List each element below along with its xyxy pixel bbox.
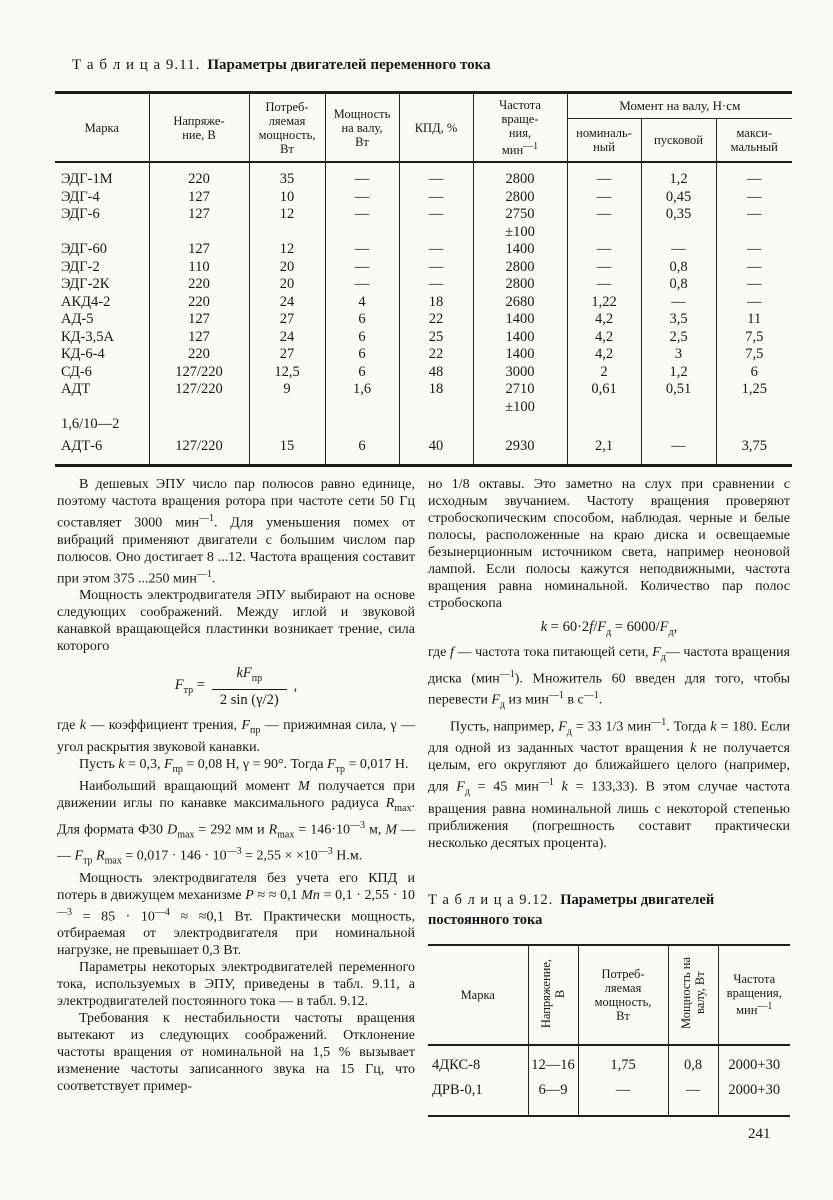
cell-value: 6 bbox=[325, 434, 399, 466]
paragraph: Мощность электродвигателя без учета его КПД и потерь в движущем механизме Р ≈ ≈ 0,1 Мn = $0,1 \cdot 2,55 \cdot 10^{—3} = 85 \cdot 10^{—4} \approx \approx 0,1$ Вт. Практически мощность, отбираемая от электродвигателя при номинальной нагрузке, не превышает 0,3 Вт. bbox=[57, 870, 415, 959]
table-row bbox=[55, 206, 792, 241]
cell-value: 2800 bbox=[473, 189, 567, 207]
cell-value: 6 bbox=[325, 346, 399, 364]
cell-value: 0,35 bbox=[641, 206, 716, 241]
cell-value bbox=[249, 416, 325, 434]
table-row bbox=[428, 1045, 790, 1078]
cell-value: — bbox=[641, 434, 716, 466]
paragraph: Параметры некоторых электродвигателей переменного тока, используемых в ЭПУ, приведены в табл. 9.11, а электродвигателей постоянного тока — в табл. 9.12. bbox=[57, 960, 415, 1010]
cell-value: 6 bbox=[325, 329, 399, 347]
cell-value: — bbox=[325, 241, 399, 259]
cell-value: 220 bbox=[149, 294, 249, 312]
table-911-caption bbox=[72, 56, 491, 75]
cell-marka: 1,6/10—2 bbox=[61, 416, 120, 433]
col-header-marka: Марка bbox=[84, 120, 119, 135]
cell-value: 127 bbox=[149, 329, 249, 347]
table-row bbox=[55, 381, 792, 416]
table-row bbox=[55, 276, 792, 294]
cell-value: 127/220 bbox=[149, 434, 249, 466]
table-row bbox=[55, 329, 792, 347]
cell-value: 12 bbox=[249, 241, 325, 259]
cell-marka: АДТ-6 bbox=[61, 437, 103, 454]
cell-value: 2800 bbox=[473, 259, 567, 277]
cell-value: 40 bbox=[399, 434, 473, 466]
cell-value: — bbox=[567, 241, 641, 259]
cell-marka: ДРВ-0,1 bbox=[432, 1081, 483, 1098]
cell-value: 6 bbox=[325, 311, 399, 329]
col-header-moment-nominal: номиналь- ный bbox=[567, 118, 641, 162]
col-header-kpd: КПД, % bbox=[399, 93, 473, 163]
cell-value: 127 bbox=[149, 189, 249, 207]
cell-marka: АДТ bbox=[61, 381, 91, 398]
cell-value: 2710 ±100 bbox=[473, 381, 567, 416]
col-header-moment-max: макси- мальный bbox=[716, 118, 792, 162]
cell-value: — bbox=[399, 206, 473, 241]
cell-marka: ЭДГ-2 bbox=[61, 258, 100, 275]
table-row bbox=[55, 346, 792, 364]
cell-value: — bbox=[567, 189, 641, 207]
cell-value: 20 bbox=[249, 259, 325, 277]
cell-value: — bbox=[716, 162, 792, 189]
cell-value: — bbox=[641, 241, 716, 259]
cell-value: 2,1 bbox=[567, 434, 641, 466]
cell-value: 27 bbox=[249, 346, 325, 364]
cell-value: 2,5 bbox=[641, 329, 716, 347]
cell-value: 22 bbox=[399, 311, 473, 329]
text-column-right bbox=[428, 476, 790, 1117]
cell-value: 2930 bbox=[473, 434, 567, 466]
cell-value: — bbox=[668, 1078, 718, 1116]
cell-value: 3,75 bbox=[716, 434, 792, 466]
col-header-power-shaft: Мощность на валу, Вт bbox=[668, 945, 718, 1045]
cell-value: 27 bbox=[249, 311, 325, 329]
table-911-caption-title: Параметры двигателей переменного тока bbox=[207, 57, 491, 73]
cell-marka: КД-6-4 bbox=[61, 346, 105, 363]
cell-value: 12—16 bbox=[528, 1045, 578, 1078]
cell-value: 1,2 bbox=[641, 162, 716, 189]
cell-value: 48 bbox=[399, 364, 473, 382]
cell-value: 1,22 bbox=[567, 294, 641, 312]
cell-value: 127/220 bbox=[149, 381, 249, 416]
table-912-body bbox=[428, 1045, 790, 1116]
cell-value: 127 bbox=[149, 241, 249, 259]
cell-value: 220 bbox=[149, 346, 249, 364]
cell-value: 220 bbox=[149, 162, 249, 189]
cell-value bbox=[149, 416, 249, 434]
cell-value: — bbox=[567, 259, 641, 277]
table-row bbox=[55, 434, 792, 466]
cell-value: 2800 bbox=[473, 276, 567, 294]
cell-value: — bbox=[716, 189, 792, 207]
cell-value: 18 bbox=[399, 381, 473, 416]
cell-value: 127/220 bbox=[149, 364, 249, 382]
table-row bbox=[428, 1078, 790, 1116]
cell-value: 12,5 bbox=[249, 364, 325, 382]
cell-value: 127 bbox=[149, 311, 249, 329]
col-header-moment-start: пусковой bbox=[641, 118, 716, 162]
cell-value: 35 bbox=[249, 162, 325, 189]
cell-value: 0,8 bbox=[668, 1045, 718, 1078]
cell-marka: ЭДГ-6 bbox=[61, 206, 100, 223]
cell-value: 6—9 bbox=[528, 1078, 578, 1116]
table-912-caption bbox=[428, 890, 763, 930]
cell-value: 3 bbox=[641, 346, 716, 364]
cell-value: 6 bbox=[325, 364, 399, 382]
cell-value: — bbox=[325, 162, 399, 189]
cell-value: 0,61 bbox=[567, 381, 641, 416]
cell-value: 3,5 bbox=[641, 311, 716, 329]
col-header-voltage: Напряже- ние, В bbox=[149, 93, 249, 163]
cell-value: 4,2 bbox=[567, 346, 641, 364]
cell-marka: ЭДГ-60 bbox=[61, 241, 107, 258]
cell-value: — bbox=[399, 189, 473, 207]
cell-value: — bbox=[325, 259, 399, 277]
cell-value: 10 bbox=[249, 189, 325, 207]
paragraph: но 1/8 октавы. Это заметно на слух при сравнении с исходным звучанием. Частоту вращения проверяют стробоскопическим способом, наблюдая. черные и белые полосы, расположенные на краю диска и освещаемые безынерционным источником света, например неоновой лампой. Если полосы кажутся неподвижными, частота вращения равна номинальной. Количество пар полос стробоскопа bbox=[428, 477, 790, 611]
paragraph: Пусть, например, $F_д = 33$ 1/3 мин$^{—1}$. Тогда k = 180. Если для одной из заданных частот вращения k не получается целым, его округляют до ближайшего целого (например, для $F_д = 45$ мин$^{—1}$ k = 133,33). В этом случае частота вращения равна номинальной лишь с некоторой степенью приближения (погрешность составит практически несколько десятых процента). bbox=[428, 716, 791, 851]
paragraph: где f — частота тока питающей сети, $F_д—$ частота вращения диска (мин$^{—1}$). Множитель 60 введен для того, чтобы перевести $F_д$ из мин$^{—1}$ в $с^{—1}$. bbox=[428, 644, 791, 711]
cell-value: 7,5 bbox=[716, 346, 792, 364]
cell-value bbox=[716, 416, 792, 434]
formula: $F_{тр}$ = $\frac{kF_{пр}}{2 \sin (\gamma/2)}$ , bbox=[174, 665, 298, 709]
cell-value: 9 bbox=[249, 381, 325, 416]
cell-value: 11 bbox=[716, 311, 792, 329]
cell-marka: АКД4-2 bbox=[61, 293, 111, 310]
table-911-body bbox=[55, 162, 792, 466]
formula: $k = 60\cdot 2f/F_д = 6000/F_д$, bbox=[540, 619, 678, 638]
cell-marka: АД-5 bbox=[61, 311, 94, 328]
cell-value: 0,45 bbox=[641, 189, 716, 207]
cell-value: 1400 bbox=[473, 329, 567, 347]
cell-marka: ЭДГ-4 bbox=[61, 188, 100, 205]
cell-marka: 4ДКС-8 bbox=[432, 1056, 481, 1073]
paragraph: Пусть k = 0,3, $F_{пр} = 0,08$ Н, γ = 90°. Тогда $F_{тр} = 0,017$ Н. bbox=[79, 757, 409, 775]
cell-value: — bbox=[325, 189, 399, 207]
cell-value: 110 bbox=[149, 259, 249, 277]
cell-value: — bbox=[716, 206, 792, 241]
paragraph: Требования к нестабильности частоты вращения вытекают из следующих соображений. Отклонение частоты вращения от номинальной на 1,5 % вызывает изменение частоты записанного звука на 15 Гц, что соответствует пример- bbox=[57, 1011, 415, 1095]
table-row bbox=[55, 189, 792, 207]
table-row bbox=[55, 364, 792, 382]
cell-value: 22 bbox=[399, 346, 473, 364]
cell-value bbox=[567, 416, 641, 434]
cell-value: — bbox=[716, 276, 792, 294]
paragraph: Наибольший вращающий момент М получается при движении иглы по канавке максимального радиуса $R_{max}$. Для формата Ф30 $D_{max} = 292$ мм и $R_{max} = 146\cdot 10^{—3}$ м, М — — $F_{тр}$ $R_{max} = 0,017 \cdot 146 \cdot 10^{—3} = 2,55 \times \times 10^{—3}$ Н.м. bbox=[57, 778, 416, 867]
cell-value: 3000 bbox=[473, 364, 567, 382]
cell-value: 2000+30 bbox=[718, 1078, 790, 1116]
cell-value bbox=[641, 416, 716, 434]
cell-value: 1,25 bbox=[716, 381, 792, 416]
cell-value: 220 bbox=[149, 276, 249, 294]
cell-value: — bbox=[399, 276, 473, 294]
cell-value: — bbox=[716, 241, 792, 259]
table-912-caption-title: Параметры двигателей постоянного тока bbox=[428, 891, 715, 928]
table-row bbox=[55, 294, 792, 312]
table-912-caption-label: Т а б л и ц а 9.12. bbox=[428, 891, 554, 908]
cell-value: 127 bbox=[149, 206, 249, 241]
paragraph: В дешевых ЭПУ число пар полюсов равно единице, поэтому частота вращения ротора при частоте сети 50 Гц составляет 3000 мин$^{—1}$. Для уменьшения помех от вибраций применяют двигатели с большим числом пар полюсов. Оно достигает 8 ...12. Частота вращения составит при этом 375 ...250 мин$^{—1}$. bbox=[57, 477, 415, 587]
table-911-caption-label: Т а б л и ц а 9.11. bbox=[72, 57, 201, 73]
cell-value: 7,5 bbox=[716, 329, 792, 347]
cell-value: — bbox=[567, 276, 641, 294]
col-header-freq: Частота враще- ния, мин$^{—1}$ bbox=[473, 93, 567, 163]
cell-value: 1400 bbox=[473, 311, 567, 329]
cell-value: 1,2 bbox=[641, 364, 716, 382]
col-header-power-shaft: Мощность на валу, Вт bbox=[325, 93, 399, 163]
cell-value: 2680 bbox=[473, 294, 567, 312]
table-row bbox=[55, 311, 792, 329]
cell-value bbox=[399, 416, 473, 434]
cell-marka: КД-3,5А bbox=[61, 328, 114, 345]
col-header-power-in: Потреб- ляемая мощность, Вт bbox=[578, 945, 668, 1045]
cell-value: — bbox=[567, 206, 641, 241]
cell-value: 4,2 bbox=[567, 311, 641, 329]
cell-value: — bbox=[578, 1078, 668, 1116]
cell-value: — bbox=[641, 294, 716, 312]
cell-value: — bbox=[325, 206, 399, 241]
col-header-marka: Марка bbox=[460, 987, 495, 1002]
cell-value: — bbox=[399, 162, 473, 189]
cell-value: 12 bbox=[249, 206, 325, 241]
cell-value: 1,6 bbox=[325, 381, 399, 416]
col-header-power-in: Потреб- ляемая мощность, Вт bbox=[249, 93, 325, 163]
cell-value: 1400 bbox=[473, 241, 567, 259]
paragraph: где k — коэффициент трения, $F_{пр}$ — прижимная сила, γ — угол раскрытия звуковой канавки. bbox=[57, 718, 416, 755]
cell-value: 2 bbox=[567, 364, 641, 382]
cell-value: 24 bbox=[249, 329, 325, 347]
col-header-moment-group: Момент на валу, Н·см bbox=[567, 93, 792, 119]
text-column-left bbox=[57, 476, 415, 1095]
cell-value: 20 bbox=[249, 276, 325, 294]
cell-value: 2800 bbox=[473, 162, 567, 189]
col-header-voltage: Напряжение, В bbox=[528, 945, 578, 1045]
table-9-11 bbox=[55, 91, 792, 467]
cell-value: — bbox=[567, 162, 641, 189]
cell-value: 6 bbox=[716, 364, 792, 382]
cell-value: 0,8 bbox=[641, 259, 716, 277]
cell-value: 2000+30 bbox=[718, 1045, 790, 1078]
cell-value: 18 bbox=[399, 294, 473, 312]
cell-value: — bbox=[716, 294, 792, 312]
cell-value: 1,75 bbox=[578, 1045, 668, 1078]
cell-value bbox=[473, 416, 567, 434]
cell-value: 0,51 bbox=[641, 381, 716, 416]
page-number: 241 bbox=[748, 1126, 771, 1142]
table-row bbox=[55, 162, 792, 189]
cell-value: 0,8 bbox=[641, 276, 716, 294]
table-912-header bbox=[428, 945, 790, 1045]
paragraph: Мощность электродвигателя ЭПУ выбирают на основе следующих соображений. Между иглой и звуковой канавкой вращающейся пластинки возникает трение, сила которого bbox=[57, 588, 415, 655]
cell-value: 24 bbox=[249, 294, 325, 312]
table-row bbox=[55, 241, 792, 259]
cell-marka: ЭДГ-1М bbox=[61, 171, 113, 188]
cell-value: 15 bbox=[249, 434, 325, 466]
table-row bbox=[55, 259, 792, 277]
cell-value: 1400 bbox=[473, 346, 567, 364]
cell-value: 2750 ±100 bbox=[473, 206, 567, 241]
table-911-header bbox=[55, 93, 792, 163]
cell-value: 4,2 bbox=[567, 329, 641, 347]
cell-value: 25 bbox=[399, 329, 473, 347]
cell-value: — bbox=[325, 276, 399, 294]
cell-value: 4 bbox=[325, 294, 399, 312]
table-9-12 bbox=[428, 944, 790, 1117]
cell-value bbox=[325, 416, 399, 434]
col-header-freq: Частота вращения, мин$^{—1}$ bbox=[718, 945, 790, 1045]
cell-marka: СД-6 bbox=[61, 363, 92, 380]
cell-marka: ЭДГ-2К bbox=[61, 276, 110, 293]
table-row bbox=[55, 416, 792, 434]
cell-value: — bbox=[399, 241, 473, 259]
cell-value: — bbox=[716, 259, 792, 277]
cell-value: — bbox=[399, 259, 473, 277]
